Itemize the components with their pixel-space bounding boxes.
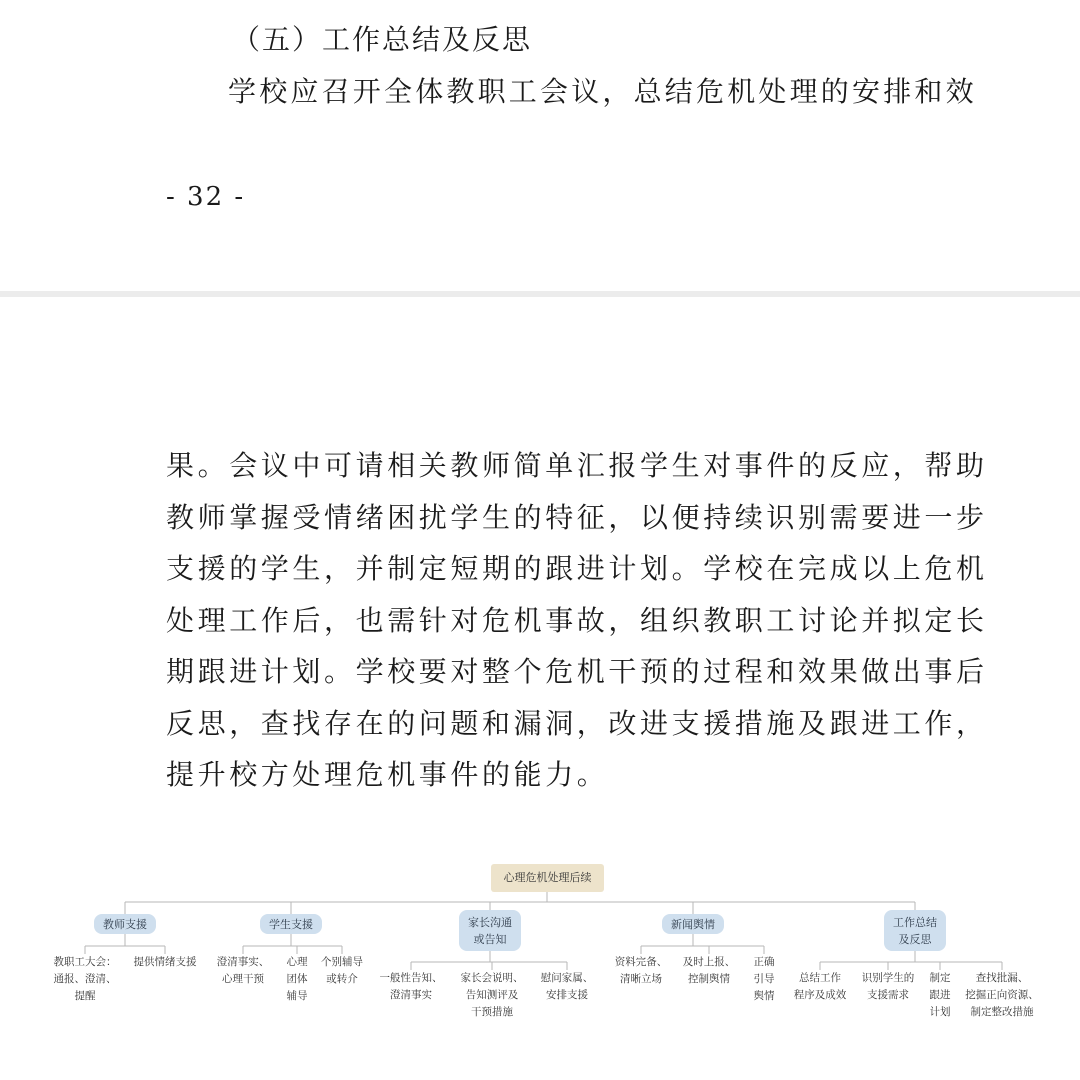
paragraph-line: 期跟进计划。学校要对整个危机干预的过程和效果做出事后 [166, 655, 988, 688]
category-parent-communication: 家长沟通 或告知 [459, 910, 521, 951]
leaf-node: 教职工大会： 通报、澄清、 提醒 [53, 956, 117, 1002]
leaf-node: 澄清事实、 心理干预 [216, 956, 270, 985]
category-news-public-opinion: 新闻舆情 [662, 914, 724, 934]
leaf-node: 制定 跟进 计划 [929, 972, 951, 1018]
mindmap [0, 858, 1080, 1038]
paragraph-line: 果。会议中可请相关教师简单汇报学生对事件的反应，帮助 [166, 449, 988, 482]
paragraph-line: 支援的学生，并制定短期的跟进计划。学校在完成以上危机 [166, 552, 988, 585]
leaf-node: 个别辅导 或转介 [321, 956, 363, 985]
leaf-node: 正确 引导 舆情 [753, 956, 775, 1002]
leaf-node: 提供情绪支援 [133, 956, 197, 968]
body-text-line: 学校应召开全体教职工会议，总结危机处理的安排和效 [228, 75, 977, 108]
leaf-node: 识别学生的 支援需求 [861, 972, 915, 1001]
leaf-node: 资料完备、 清晰立场 [614, 956, 668, 985]
paragraph-line: 提升校方处理危机事件的能力。 [166, 758, 609, 791]
section-heading: （五）工作总结及反思 [232, 23, 533, 56]
leaf-node: 家长会说明、 告知测评及 干预措施 [460, 972, 524, 1018]
leaf-node: 心理 团体 辅导 [286, 956, 308, 1002]
leaf-node: 查找批漏、 挖掘正向资源、 制定整改措施 [965, 972, 1039, 1018]
leaf-node: 及时上报、 控制舆情 [682, 956, 736, 985]
paragraph-line: 教师掌握受情绪困扰学生的特征，以便持续识别需要进一步 [166, 500, 988, 534]
body-paragraph [166, 440, 988, 801]
mindmap-root-node: 心理危机处理后续 [491, 864, 604, 892]
category-work-summary: 工作总结 及反思 [884, 910, 946, 951]
leaf-node: 总结工作 程序及成效 [793, 972, 847, 1001]
paragraph-line: 处理工作后，也需针对危机事故，组织教职工讨论并拟定长 [166, 603, 988, 637]
paragraph-line: 反思，查找存在的问题和漏洞，改进支援措施及跟进工作， [166, 706, 988, 740]
page-top-section [0, 0, 1080, 291]
leaf-node: 一般性告知、 澄清事实 [379, 972, 443, 1001]
category-teacher-support: 教师支援 [94, 914, 156, 934]
leaf-node: 慰问家属、 安排支援 [540, 972, 594, 1001]
category-student-support: 学生支援 [260, 914, 322, 934]
page-number: - 32 - [166, 182, 246, 212]
